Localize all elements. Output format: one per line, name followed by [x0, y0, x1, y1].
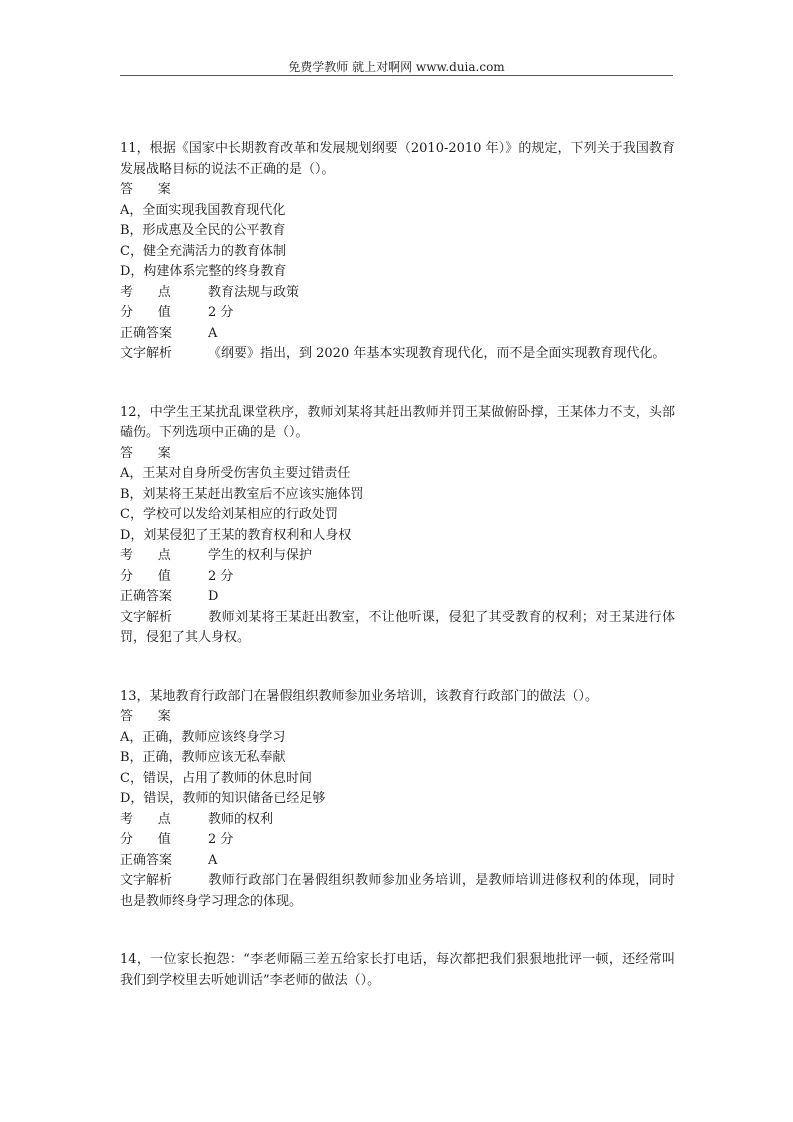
header-divider [120, 75, 673, 76]
score-value: 2 分 [208, 305, 234, 320]
answer-label: 答 案 [120, 182, 171, 197]
page-header: 免费学教师 就上对啊网 www.duia.com [288, 60, 505, 74]
correct-answer-row [120, 587, 675, 608]
question-13 [120, 687, 675, 913]
topic-value: 教育法规与政策 [208, 284, 300, 300]
analysis-row [120, 344, 675, 365]
topic-row [120, 283, 675, 304]
option-b: B，正确，教师应该无私奉献 [120, 750, 286, 765]
score-label: 分 值 [120, 832, 171, 847]
analysis-row [120, 871, 675, 912]
question-stem: 12，中学生王某扰乱课堂秩序，教师刘某将其赶出教师并罚王某做俯卧撑，王某体力不支，头部磕伤。下列选项中正确的是（）。 [120, 404, 675, 440]
option-d: D，错误，教师的知识储备已经足够 [120, 791, 326, 806]
score-value: 2 分 [208, 832, 234, 847]
question-stem: 14，一位家长抱怨：“李老师隔三差五给家长打电话，每次都把我们狠狠地批评一顿，还经常叫我们到学校里去听她训话”李老师的做法（）。 [120, 952, 675, 988]
analysis-text: 教师刘某将王某赶出教室，不让他听课，侵犯了其受教育的权利；对王某进行体罚，侵犯了其人身权。 [120, 609, 675, 645]
score-value: 2 分 [208, 568, 234, 584]
document-body [120, 139, 675, 1029]
option-d: D，刘某侵犯了王某的教育权利和人身权 [120, 527, 352, 543]
score-row [120, 567, 675, 588]
score-row [120, 830, 675, 851]
topic-value: 教师的权利 [208, 811, 274, 827]
score-label: 分 值 [120, 305, 171, 320]
analysis-row [120, 608, 675, 649]
analysis-text: 《纲要》指出，到 2020 年基本实现教育现代化，而不是全面实现教育现代化。 [208, 346, 666, 361]
answer-label: 答 案 [120, 709, 171, 724]
question-14 [120, 950, 675, 991]
correct-answer-value: A [208, 852, 218, 868]
correct-answer-value: D [208, 589, 219, 604]
correct-answer-label: 正确答案 [120, 325, 173, 341]
topic-row [120, 546, 675, 567]
answer-label: 答 案 [120, 445, 171, 461]
analysis-label: 文字解析 [120, 609, 173, 625]
analysis-text: 教师行政部门在暑假组织教师参加业务培训，是教师培训进修权利的体现，同时也是教师终身学习理念的体现。 [120, 873, 675, 909]
correct-answer-row [120, 851, 675, 872]
score-label: 分 值 [120, 568, 171, 584]
option-c: C，学校可以发给刘某相应的行政处罚 [120, 507, 338, 522]
correct-answer-row [120, 324, 675, 345]
analysis-label: 文字解析 [120, 346, 173, 361]
option-b: B，刘某将王某赶出教室后不应该实施体罚 [120, 486, 364, 502]
option-c: C，健全充满活力的教育体制 [120, 243, 286, 259]
topic-label: 考 点 [120, 811, 171, 827]
option-d: D，构建体系完整的终身教育 [120, 264, 287, 279]
option-b: B，形成惠及全民的公平教育 [120, 223, 286, 238]
correct-answer-label: 正确答案 [120, 852, 173, 868]
question-stem: 13，某地教育行政部门在暑假组织教师参加业务培训，该教育行政部门的做法（）。 [120, 688, 599, 704]
topic-value: 学生的权利与保护 [208, 548, 313, 563]
score-row [120, 303, 675, 324]
topic-row [120, 810, 675, 831]
question-12 [120, 403, 675, 649]
option-a: A，正确，教师应该终身学习 [120, 729, 286, 745]
option-a: A，王某对自身所受伤害负主要过错责任 [120, 466, 351, 481]
correct-answer-label: 正确答案 [120, 589, 173, 604]
question-stem: 11，根据《国家中长期教育改革和发展规划纲要（2010-2010 年）》的规定，下列关于我国教育发展战略目标的说法不正确的是（）。 [120, 141, 675, 177]
option-c: C，错误，占用了教师的休息时间 [120, 770, 312, 786]
option-a: A，全面实现我国教育现代化 [120, 202, 286, 218]
topic-label: 考 点 [120, 284, 171, 300]
topic-label: 考 点 [120, 548, 171, 563]
analysis-label: 文字解析 [120, 873, 173, 888]
correct-answer-value: A [208, 325, 218, 341]
question-11 [120, 139, 675, 365]
